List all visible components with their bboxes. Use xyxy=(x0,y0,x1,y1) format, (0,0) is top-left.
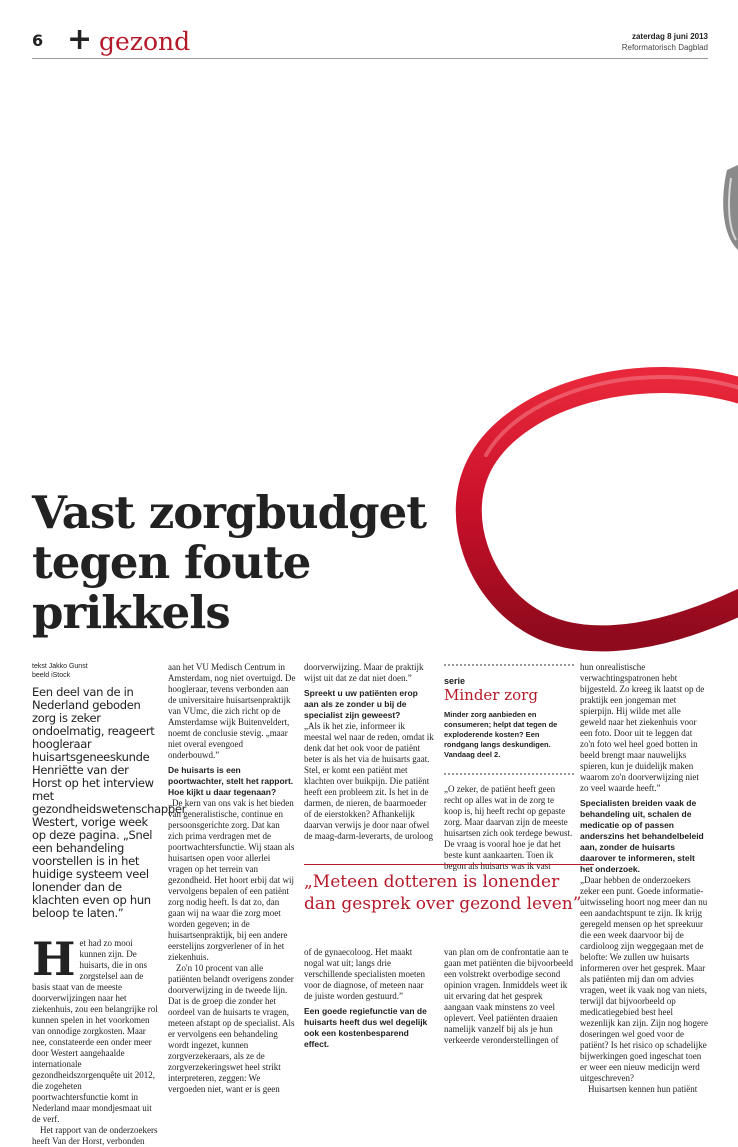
credit-text: tekst Jakko Gunst xyxy=(32,663,88,670)
article-column-4 xyxy=(444,784,574,872)
interview-question: Spreekt u uw patiënten erop aan als ze zonder u bij de specialist zijn geweest? xyxy=(304,688,418,720)
article-paragraph: van plan om de confrontatie aan te gaan met patiënten die bijvoorbeeld een volstrekt overbodige second opinion vragen. Inmiddels weet ik uit ervaring dat het gesprek aangaan vaak minstens zo veel oplevert. Veel patiënten draaien namelijk vanzelf bij als je hun verkeerde veronderstellingen of xyxy=(444,947,573,1045)
pull-quote: „Meteen dotteren is lonender dan gesprek over gezond leven” xyxy=(304,864,594,915)
article-column-4-continued xyxy=(444,947,574,1046)
section-title: gezond xyxy=(99,27,191,56)
series-description: Minder zorg aanbieden en consumeren; helpt dat tegen de exploderende kosten? Een rondgang langs deskundigen. Vandaag deel 2. xyxy=(444,710,558,759)
article-paragraph: „De kern van ons vak is het bieden van generalistische, continue en persoonsgerichte zorg. Dat kan zich prima verdragen met de poortwachtersfunctie. Wij staan als huisartsen open voor allerlei vragen op het terrein van gezondheid. Het hoort erbij dat wij vervolgens bepalen of een patiënt zorg nodig heeft. Is dat zo, dan gaan wij na waar die zorg moet worden gegeven; in de huisartsenpraktijk, bij een andere eerstelijns zorgverlener of in het ziekenhuis. xyxy=(168,798,295,962)
article-column-2 xyxy=(168,662,296,1095)
article-column-5 xyxy=(580,662,708,1095)
article-paragraph: Zo'n 10 procent van alle patiënten belandt overigens zonder doorverwijzing in de tweede lijn. Dat is de groep die zonder het oordeel van de huisarts te vragen, meteen afstapt op de specialist. Als er vervolgens een behandeling wordt ingezet, kunnen zorgverzekeraars, als ze de zorgverzekeringswet heel strikt interpreteren, zeggen: We vergoeden niet, want er is geen xyxy=(168,963,295,1094)
article-column-1 xyxy=(32,662,187,1147)
series-title: Minder zorg xyxy=(444,686,538,704)
article-paragraph: Het rapport van de onderzoekers heeft Van der Horst, verbonden xyxy=(32,1125,158,1146)
stethoscope-tube xyxy=(469,380,738,638)
article-column-3-continued xyxy=(304,947,434,1050)
article-paragraph: Huisartsen kennen hun patiënt xyxy=(588,1084,698,1094)
interview-question: De huisarts is een poortwachter, stelt het rapport. Hoe kijkt u daar tegenaan? xyxy=(168,765,294,797)
article-paragraph: doorverwijzing. Maar de praktijk wijst uit dat ze dat niet doen.” xyxy=(304,662,424,683)
interview-question: Specialisten breiden vaak de behandeling uit, schalen de medicatie op of passen anderszins het behandelbeleid aan, zonder de huisarts daarover te informeren, stelt het onderzoek. xyxy=(580,798,704,874)
article-paragraph: hun onrealistische verwachtingspatronen hebt bijgesteld. Zo kreeg ik laatst op de praktijk een jongeman met spierpijn. Hij wilde met alle geweld naar het ziekenhuis voor een foto. Door uit te leggen dat zo'n foto wel heel goed botten in beeld brengt maar nauwelijks spieren, kun je duidelijk maken waarom zo'n doorverwijzing niet zo veel waarde heeft.” xyxy=(580,662,705,793)
issue-date: zaterdag 8 juni 2013 xyxy=(631,32,708,41)
article-column-3 xyxy=(304,662,434,842)
article-paragraph: Het had zo mooi kunnen zijn. De huisarts, die in ons zorgstelsel aan de basis staat van de meeste doorverwijzingen naar het ziekenhuis, zou een belangrijke rol kunnen spelen in het voorkomen van onnodige zorgkosten. Maar nee, constateerde een onder meer door Westert aangehaalde internationale gezondheidszorgenquête uit 2012, die zogeheten poortwachtersfunctie komt in Nederland maar mondjesmaat uit de verf. xyxy=(32,932,158,1124)
health-cross-icon: + xyxy=(67,22,93,57)
article-paragraph: of de gynaecoloog. Het maakt nogal wat uit; langs drie verschillende specialisten moeten voor de diagnose, of meteen naar de juiste worden gestuurd.” xyxy=(304,947,425,1001)
divider xyxy=(444,773,574,775)
page-number: 6 xyxy=(32,31,44,50)
series-box xyxy=(444,664,574,760)
article-headline: Vast zorgbudget tegen foute prikkels xyxy=(32,486,426,639)
article-paragraph: „O zeker, de patiënt heeft geen recht op alles wat in de zorg te koop is, hij heeft recht op gepaste zorg. Maar daarvan zijn de meeste huisartsen zich ook terdege bewust. De vraag is vooral hoe je dat het beste kunt aankaarten. Toen ik begon als huisarts was ik vast xyxy=(444,784,573,871)
article-paragraph: „Als ik het zie, informeer ik meestal wel naar de reden, omdat ik denk dat het ook voor de patiënt beter is als het via de huisarts gaat. Stel, er komt een patiënt met klachten over buikpijn. Die patiënt heeft een probleem zit. Is het in de darmen, de nieren, de baarmoeder of de eierstokken? Afhankelijk daarvan verwijs je door naar ofwel de maag-darm-leverarts, de uroloog xyxy=(304,721,434,841)
credits xyxy=(32,662,158,680)
newspaper-name: Reformatorisch Dagblad xyxy=(621,43,708,52)
drop-cap: H xyxy=(32,932,76,986)
series-label: serie xyxy=(444,676,466,686)
article-paragraph: „Daar hebben de onderzoekers zeker een punt. Goede informatie-uitwisseling hoort nog meer dan nu een aandachtspunt te zijn. Ik krijg geregeld mensen op het spreekuur die een week daarvoor bij de cardioloog zijn weggegaan met de belofte: We zullen uw huisarts informeren over het gesprek. Maar als patiënten mij dan om advies vragen, weet ik vaak nog van niets, terwijl dat bijvoorbeeld op medicatiegebied best heel wezenlijk kan zijn. Zijn nog hogere doseringen wel goed voor de patiënt? Is het risico op schadelijke bijwerkingen goed ingeschat toen er weer een nieuw medicijn werd uitgeschreven? xyxy=(580,875,708,1083)
article-paragraph: aan het VU Medisch Centrum in Amsterdam, nog niet overtuigd. De hoogleraar, tevens verbonden aan de universitaire huisartsenpraktijk van VUmc, die zich richt op de Amsterdamse wijk Buitenveldert, noemt de conclusie stevig. „maar niet overal evengoed onderbouwd.” xyxy=(168,662,296,760)
credit-image: beeld iStock xyxy=(32,672,71,679)
article-intro: Een deel van de in Nederland geboden zorg is zeker ondoelmatig, reageert hoogleraar huisartsgeneeskunde Henriëtte van der Horst op het interview met gezondheidswetenschapper Westert, vorige week op deze pagina. „Snel een behandeling voorstellen is in het huidige systeem veel lonender dan de klachten even op hun beloop te laten.” xyxy=(32,685,187,920)
interview-question: Een goede regiefunctie van de huisarts heeft dus wel degelijk ook een kostenbesparend effect. xyxy=(304,1006,428,1049)
stethoscope-metal-piece xyxy=(723,165,738,250)
